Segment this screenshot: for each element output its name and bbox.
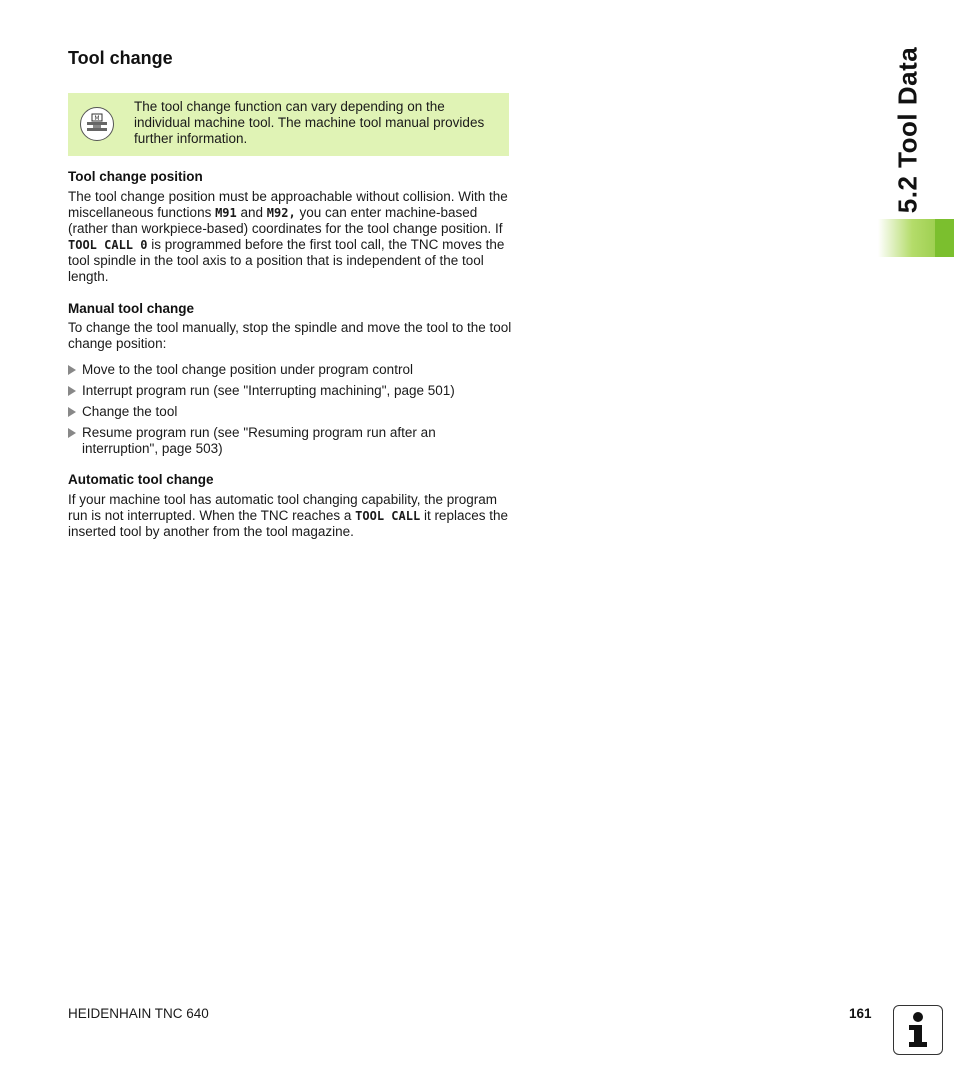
code-tool-call: TOOL CALL — [355, 509, 421, 523]
code-m91: M91 — [215, 206, 237, 220]
code-m92: M92, — [266, 206, 296, 220]
code-tool-call-0: TOOL CALL 0 — [68, 238, 148, 252]
manual-tool-change-heading: Manual tool change — [68, 301, 195, 316]
triangle-bullet-icon — [68, 428, 76, 438]
machine-manual-icon — [80, 107, 114, 141]
triangle-bullet-icon — [68, 407, 76, 417]
info-icon — [893, 1005, 943, 1055]
automatic-tool-change-heading: Automatic tool change — [68, 472, 214, 487]
triangle-bullet-icon — [68, 365, 76, 375]
svg-text:M: M — [94, 115, 100, 122]
note-box — [68, 93, 509, 156]
manual-tool-change-intro: To change the tool manually, stop the spindle and move the tool to the tool change position: — [68, 320, 512, 351]
automatic-tool-change-paragraph: If your machine tool has automatic tool changing capability, the program run is not interrupted. When the TNC reaches a TOOL CALL it replaces the inserted tool by another from the tool magazine. — [68, 492, 508, 539]
note-text: The tool change function can vary depending on the individual machine tool. The machine tool manual provides further information. — [134, 99, 485, 146]
triangle-bullet-icon — [68, 386, 76, 396]
chapter-tab-edge — [935, 219, 954, 257]
footer-product-name: HEIDENHAIN TNC 640 — [68, 1006, 209, 1021]
tool-change-position-heading: Tool change position — [68, 169, 203, 184]
chapter-side-title: 5.2 Tool Data — [892, 46, 923, 214]
page-title: Tool change — [68, 48, 173, 68]
tool-change-position-paragraph: The tool change position must be approachable without collision. With the miscellaneous functions M91 and M92, you can enter machine-based (rather than workpiece-based) coordinates for the tool change position. If TOOL CALL 0 is programmed before the first tool call, the TNC moves the tool spindle in the tool axis to a position that is independent of the tool length. — [68, 189, 508, 284]
page-number: 161 — [849, 1006, 872, 1021]
